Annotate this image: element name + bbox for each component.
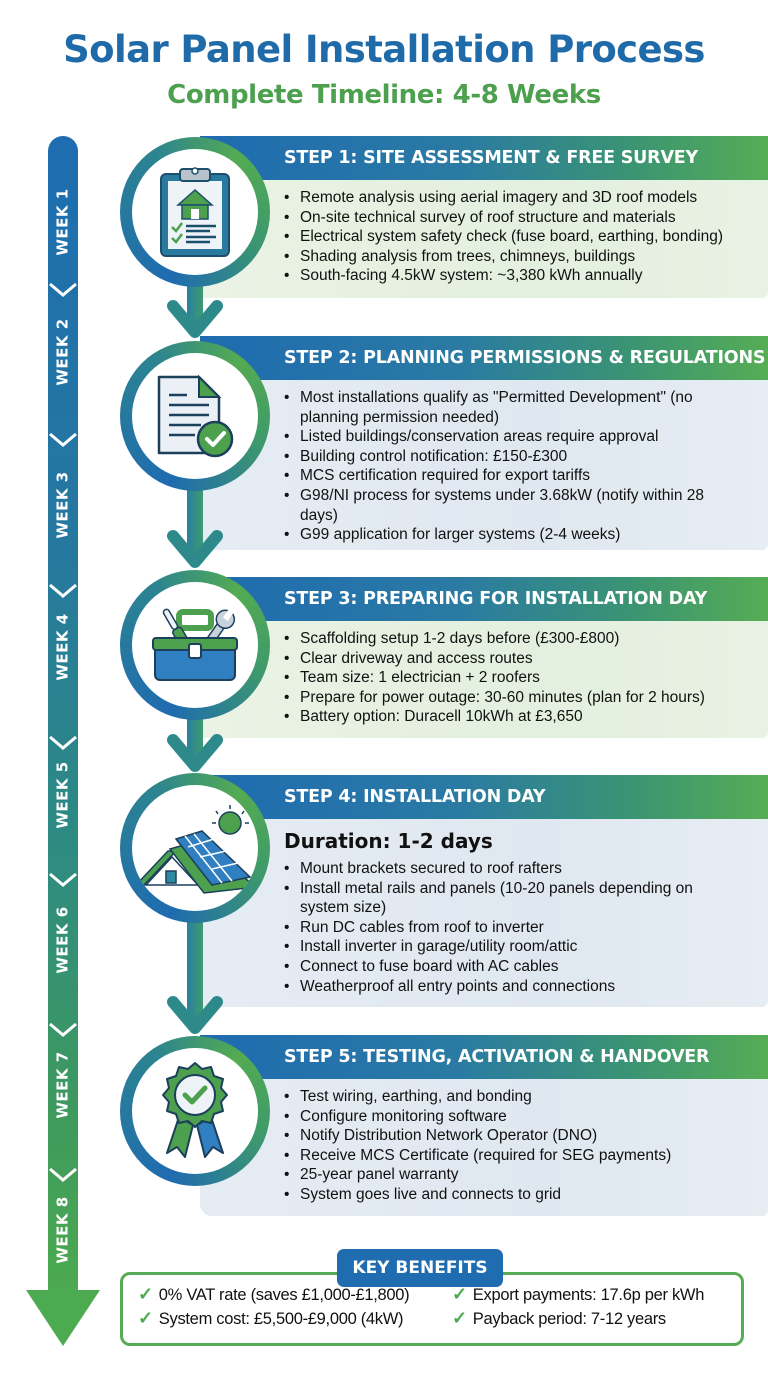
page-title: Solar Panel Installation Process (63, 28, 705, 71)
benefit-item: ✓ System cost: £5,500-£9,000 (4kW) (138, 1308, 404, 1328)
list-item: • 25-year panel warranty (284, 1165, 768, 1185)
step-1-list (284, 188, 768, 286)
list-item: • System goes live and connects to grid (284, 1185, 768, 1205)
step-4-list (284, 859, 768, 996)
week-label-7: WEEK 7 (54, 1051, 73, 1119)
award-badge-icon (153, 1061, 237, 1161)
list-item: • Notify Distribution Network Operator (DNO) (284, 1126, 768, 1146)
list-item: • Test wiring, earthing, and bonding (284, 1087, 768, 1107)
list-item: • Listed buildings/conservation areas require approval (284, 427, 768, 447)
step-4-icon-circle (120, 773, 270, 923)
page-subtitle: Complete Timeline: 4-8 Weeks (167, 80, 601, 110)
benefits-title: KEY BENEFITS (337, 1249, 503, 1287)
chevron-down-icon (48, 735, 78, 751)
list-item: • Run DC cables from roof to inverter (284, 918, 768, 938)
list-item: • South-facing 4.5kW system: ~3,380 kWh annually (284, 266, 768, 286)
step-3-header: STEP 3: PREPARING FOR INSTALLATION DAY (200, 577, 768, 621)
chevron-down-icon (48, 1167, 78, 1183)
list-item: • Mount brackets secured to roof rafters (284, 859, 768, 879)
week-label-5: WEEK 5 (54, 761, 73, 829)
step-3-body (200, 621, 768, 738)
week-label-3: WEEK 3 (54, 471, 73, 539)
list-item: • Prepare for power outage: 30-60 minutes (plan for 2 hours) (284, 688, 768, 708)
list-item: • Team size: 1 electrician + 2 roofers (284, 668, 768, 688)
step-5-icon-circle (120, 1036, 270, 1186)
chevron-down-icon (48, 872, 78, 888)
benefit-item: ✓ Export payments: 17.6p per kWh (452, 1284, 705, 1304)
check-icon: ✓ (452, 1308, 467, 1328)
timeline-arrow-icon (26, 1290, 100, 1346)
list-item: • G99 application for larger systems (2-4 weeks) (284, 525, 768, 545)
solar-roof-icon (132, 785, 258, 911)
step-1-body (200, 180, 768, 298)
list-item: • Install metal rails and panels (10-20 panels depending on system size) (284, 879, 768, 918)
week-label-1: WEEK 1 (54, 188, 73, 256)
step-2-body (200, 380, 768, 550)
check-icon: ✓ (138, 1284, 153, 1304)
week-label-4: WEEK 4 (54, 613, 73, 681)
step-4-header: STEP 4: INSTALLATION DAY (200, 775, 768, 819)
document-check-icon (155, 373, 235, 459)
list-item: • Configure monitoring software (284, 1107, 768, 1127)
check-icon: ✓ (138, 1308, 153, 1328)
list-item: • Weatherproof all entry points and connections (284, 977, 768, 997)
week-label-6: WEEK 6 (54, 906, 73, 974)
list-item: • G98/NI process for systems under 3.68kW (notify within 28 days) (284, 486, 768, 525)
arrow-down-icon (167, 994, 223, 1038)
week-label-2: WEEK 2 (54, 318, 73, 386)
step-2-list (284, 388, 768, 545)
chevron-down-icon (48, 282, 78, 298)
clipboard-house-icon (158, 165, 232, 259)
check-icon: ✓ (452, 1284, 467, 1304)
step-2-icon-circle (120, 341, 270, 491)
step-2-header: STEP 2: PLANNING PERMISSIONS & REGULATIONS (200, 336, 768, 380)
list-item: • Electrical system safety check (fuse board, earthing, bonding) (284, 227, 768, 247)
list-item: • MCS certification required for export tariffs (284, 466, 768, 486)
step-1-header: STEP 1: SITE ASSESSMENT & FREE SURVEY (200, 136, 768, 180)
step-1-icon-circle (120, 137, 270, 287)
benefit-item: ✓ Payback period: 7-12 years (452, 1308, 666, 1328)
benefit-item: ✓ 0% VAT rate (saves £1,000-£1,800) (138, 1284, 410, 1304)
toolbox-icon (149, 604, 241, 686)
step-4-duration: Duration: 1-2 days (284, 829, 493, 853)
list-item: • On-site technical survey of roof structure and materials (284, 208, 768, 228)
step-5-header: STEP 5: TESTING, ACTIVATION & HANDOVER (200, 1035, 768, 1079)
list-item: • Shading analysis from trees, chimneys, buildings (284, 247, 768, 267)
chevron-down-icon (48, 1022, 78, 1038)
list-item: • Receive MCS Certificate (required for SEG payments) (284, 1146, 768, 1166)
step-3-list (284, 629, 768, 727)
list-item: • Building control notification: £150-£300 (284, 447, 768, 467)
list-item: • Connect to fuse board with AC cables (284, 957, 768, 977)
step-3-icon-circle (120, 570, 270, 720)
list-item: • Most installations qualify as "Permitted Development" (no planning permission needed) (284, 388, 768, 427)
list-item: • Clear driveway and access routes (284, 649, 768, 669)
arrow-down-icon (167, 732, 223, 776)
list-item: • Scaffolding setup 1-2 days before (£300-£800) (284, 629, 768, 649)
list-item: • Battery option: Duracell 10kWh at £3,650 (284, 707, 768, 727)
step-5-list (284, 1087, 768, 1205)
step-4-body (200, 819, 768, 1007)
list-item: • Remote analysis using aerial imagery and 3D roof models (284, 188, 768, 208)
chevron-down-icon (48, 583, 78, 599)
step-5-body (200, 1079, 768, 1216)
chevron-down-icon (48, 432, 78, 448)
arrow-down-icon (167, 528, 223, 572)
list-item: • Install inverter in garage/utility room/attic (284, 937, 768, 957)
week-label-8: WEEK 8 (54, 1196, 73, 1264)
